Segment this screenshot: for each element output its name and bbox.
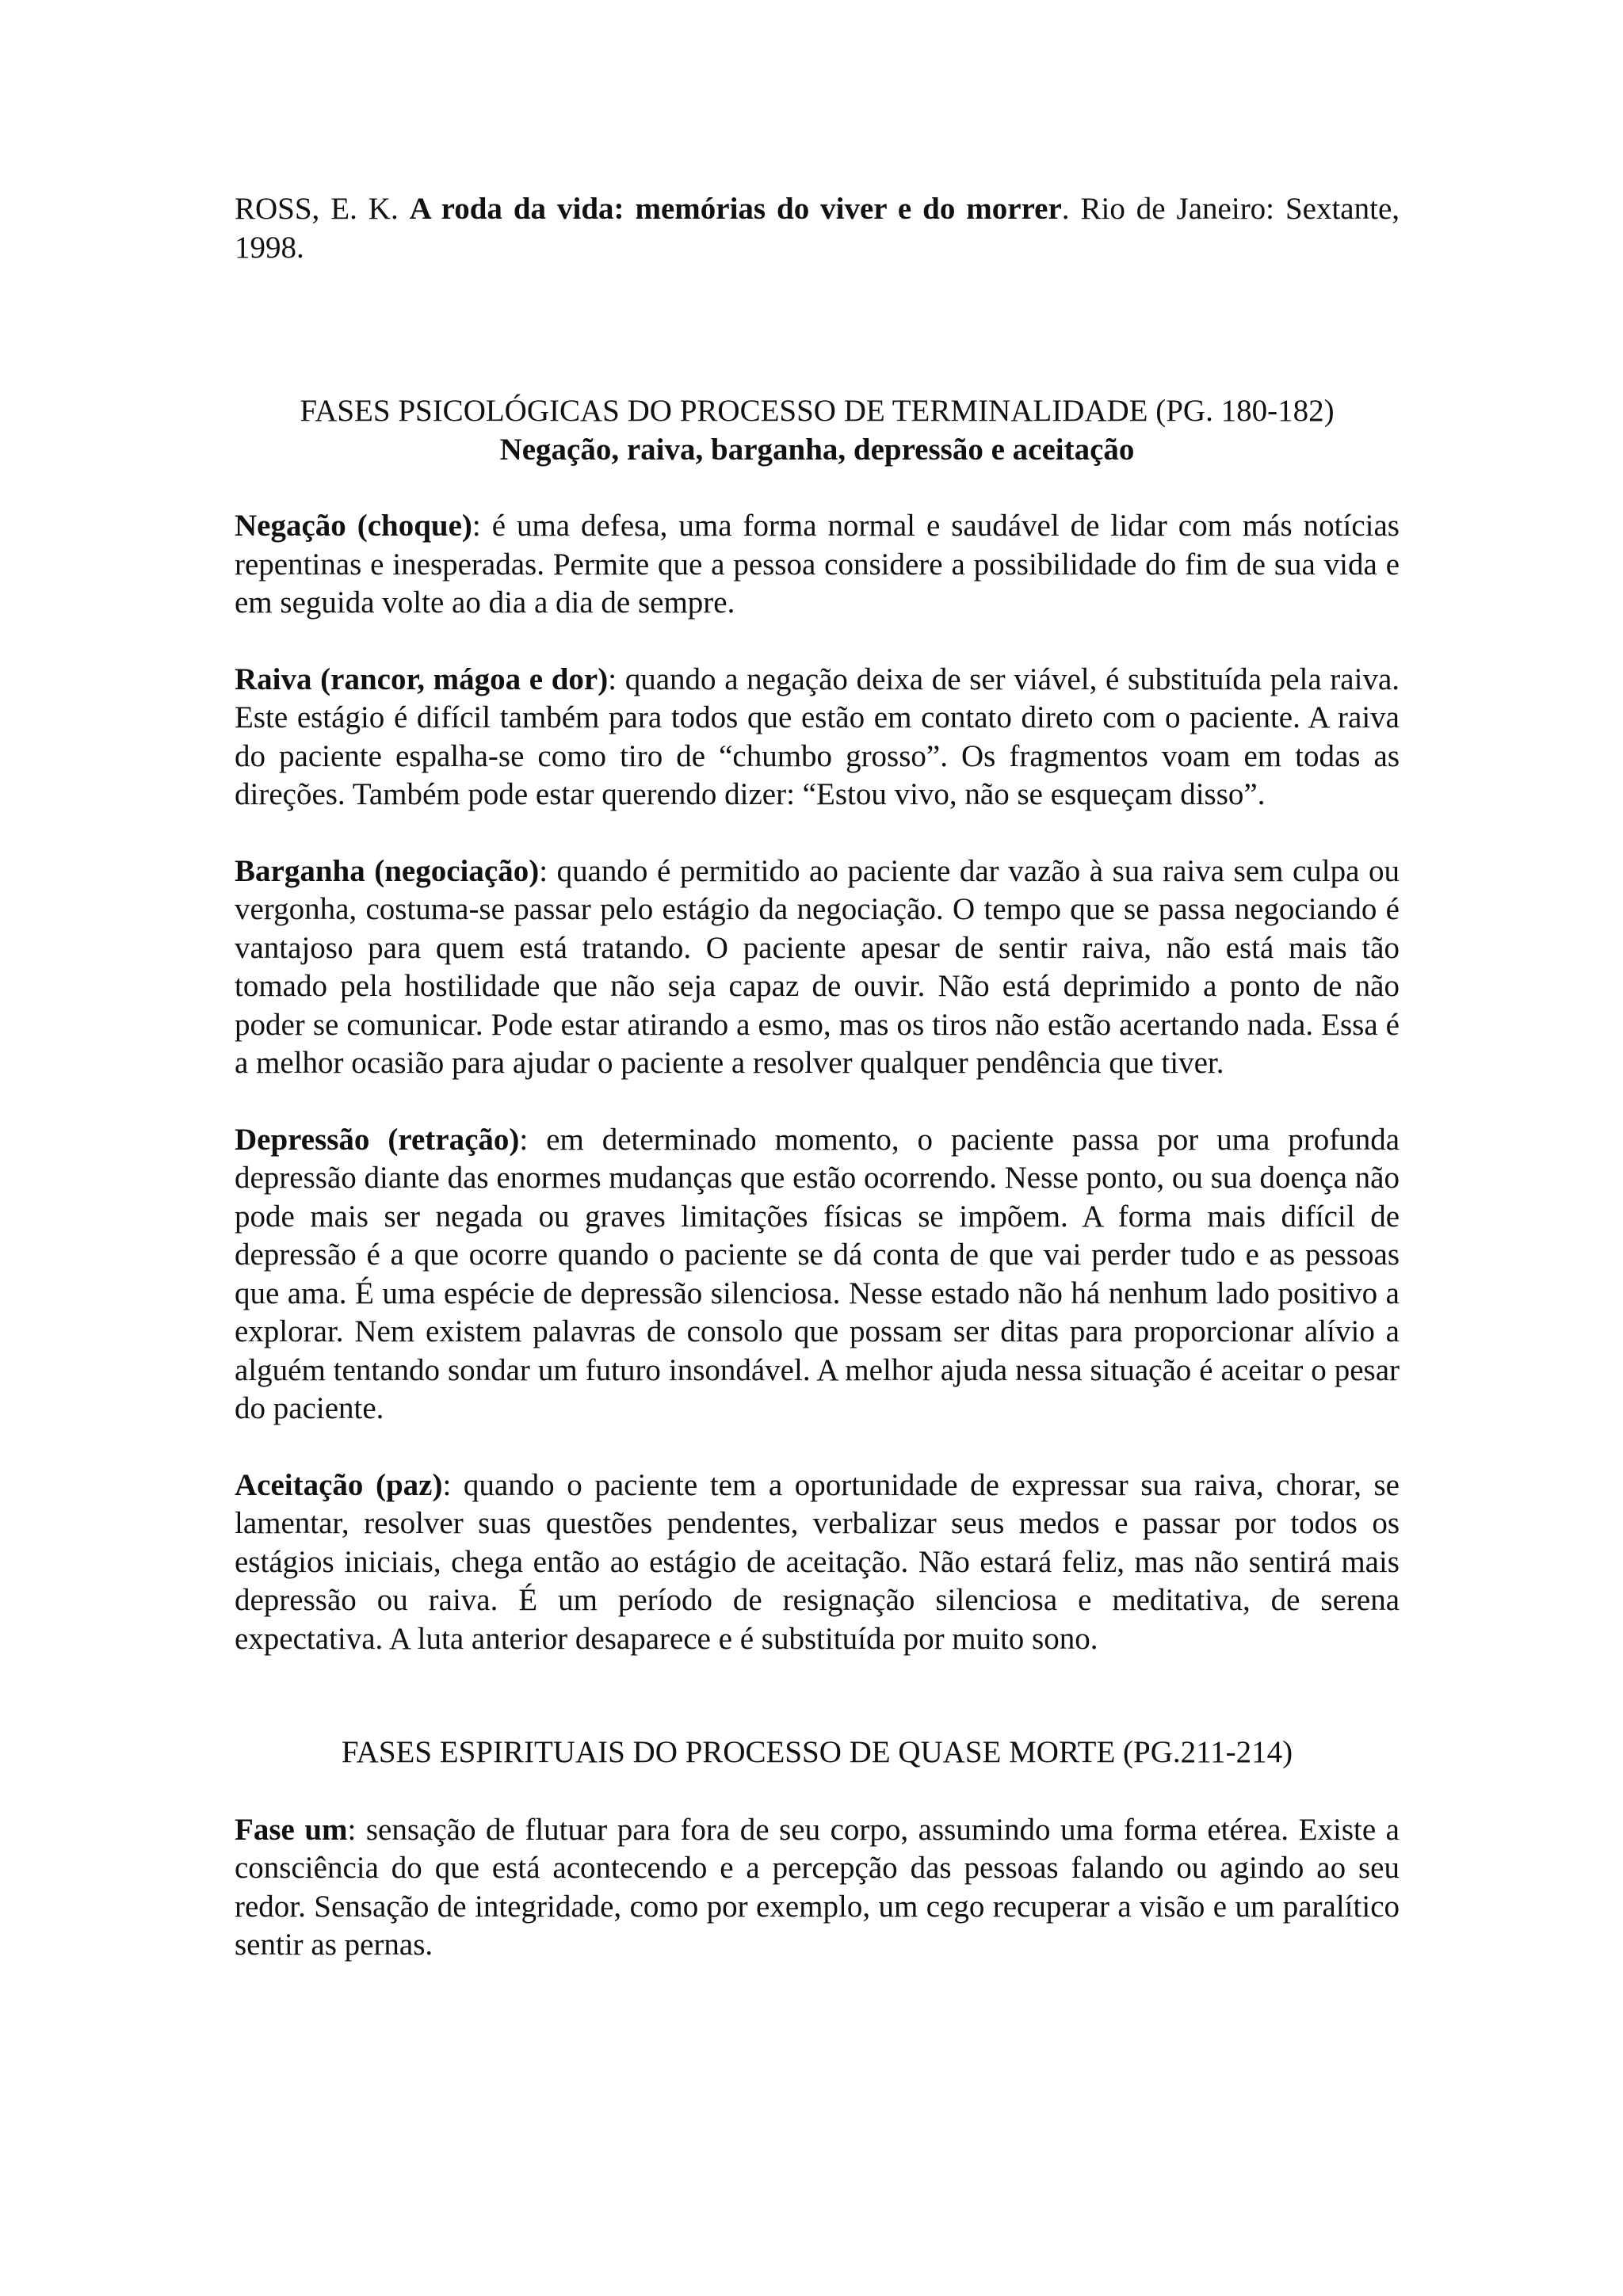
section-fase-um	[235, 1811, 1400, 1965]
psychological-phases-subheading: Negação, raiva, barganha, depressão e aceitação	[499, 432, 1135, 467]
section-text: : quando a negação deixa de ser viável, é substituída pela raiva. Este estágio é difícil também para todos que estão em contato direto com o paciente. A raiva do paciente espalha-se como tiro de “chumbo grosso”. Os fragmentos voam em todas as direções. Também pode estar querendo dizer: “Estou vivo, não se esqueçam disso”.	[235, 662, 1400, 811]
section-text: : em determinado momento, o paciente passa por uma profunda depressão diante das enormes mudanças que estão ocorrendo. Nesse ponto, ou sua doença não pode mais ser negada ou graves limitações físicas se impõem. A forma mais difícil de depressão é a que ocorre quando o paciente se dá conta de que vai perder tudo e as pessoas que ama. É uma espécie de depressão silenciosa. Nesse estado não há nenhum lado positivo a explorar. Nem existem palavras de consolo que possam ser ditas para proporcionar alívio a alguém tentando sondar um futuro insondável. A melhor ajuda nessa situação é aceitar o pesar do paciente.	[235, 1122, 1400, 1425]
section-term: Aceitação (paz)	[235, 1467, 443, 1502]
section-depressao	[235, 1121, 1400, 1428]
bibliographic-reference	[235, 190, 1400, 267]
reference-title: A roda da vida: memórias do viver e do morrer	[409, 192, 1062, 226]
section-term: Barganha (negociação)	[235, 853, 540, 888]
section-term: Depressão (retração)	[235, 1122, 520, 1157]
document-page	[235, 190, 1400, 2003]
reference-publication: . Rio de Janeiro: Sextante, 1998.	[235, 192, 1400, 265]
psychological-phases-heading: FASES PSICOLÓGICAS DO PROCESSO DE TERMINALIDADE (PG. 180-182)	[300, 394, 1335, 428]
section-barganha	[235, 852, 1400, 1083]
section-term: Negação (choque)	[235, 509, 472, 543]
section-term: Fase um	[235, 1812, 348, 1847]
section-aceitacao	[235, 1466, 1400, 1659]
spiritual-phases-heading: FASES ESPIRITUAIS DO PROCESSO DE QUASE MORTE (PG.211-214)	[341, 1735, 1293, 1769]
section-text: : sensação de flutuar para fora de seu corpo, assumindo uma forma etérea. Existe a consciência do que está acontecendo e a percepção das pessoas falando ou agindo ao seu redor. Sensação de integridade, como por exemplo, um cego recuperar a visão e um paralítico sentir as pernas.	[235, 1812, 1400, 1962]
reference-author: ROSS, E. K.	[235, 192, 410, 226]
section-raiva	[235, 661, 1400, 814]
section-text: : quando o paciente tem a oportunidade de expressar sua raiva, chorar, se lamentar, resolver suas questões pendentes, verbalizar seus medos e passar por todos os estágios iniciais, chega então ao estágio de aceitação. Não estará feliz, mas não sentirá mais depressão ou raiva. É um período de resignação silenciosa e meditativa, de serena expectativa. A luta anterior desaparece e é substituída por muito sono.	[235, 1467, 1400, 1656]
section-text: : é uma defesa, uma forma normal e saudável de lidar com más notícias repentinas e inesperadas. Permite que a pessoa considere a possibilidade do fim de sua vida e em seguida volte ao dia a dia de sempre.	[235, 509, 1400, 620]
section-text: : quando é permitido ao paciente dar vazão à sua raiva sem culpa ou vergonha, costuma-se passar pelo estágio da negociação. O tempo que se passa negociando é vantajoso para quem está tratando. O paciente apesar de sentir raiva, não está mais tão tomado pela hostilidade que não seja capaz de ouvir. Não está deprimido a ponto de não poder se comunicar. Pode estar atirando a esmo, mas os tiros não estão acertando nada. Essa é a melhor ocasião para ajudar o paciente a resolver qualquer pendência que tiver.	[235, 853, 1400, 1080]
section-negacao	[235, 507, 1400, 623]
section-term: Raiva (rancor, mágoa e dor)	[235, 662, 609, 696]
